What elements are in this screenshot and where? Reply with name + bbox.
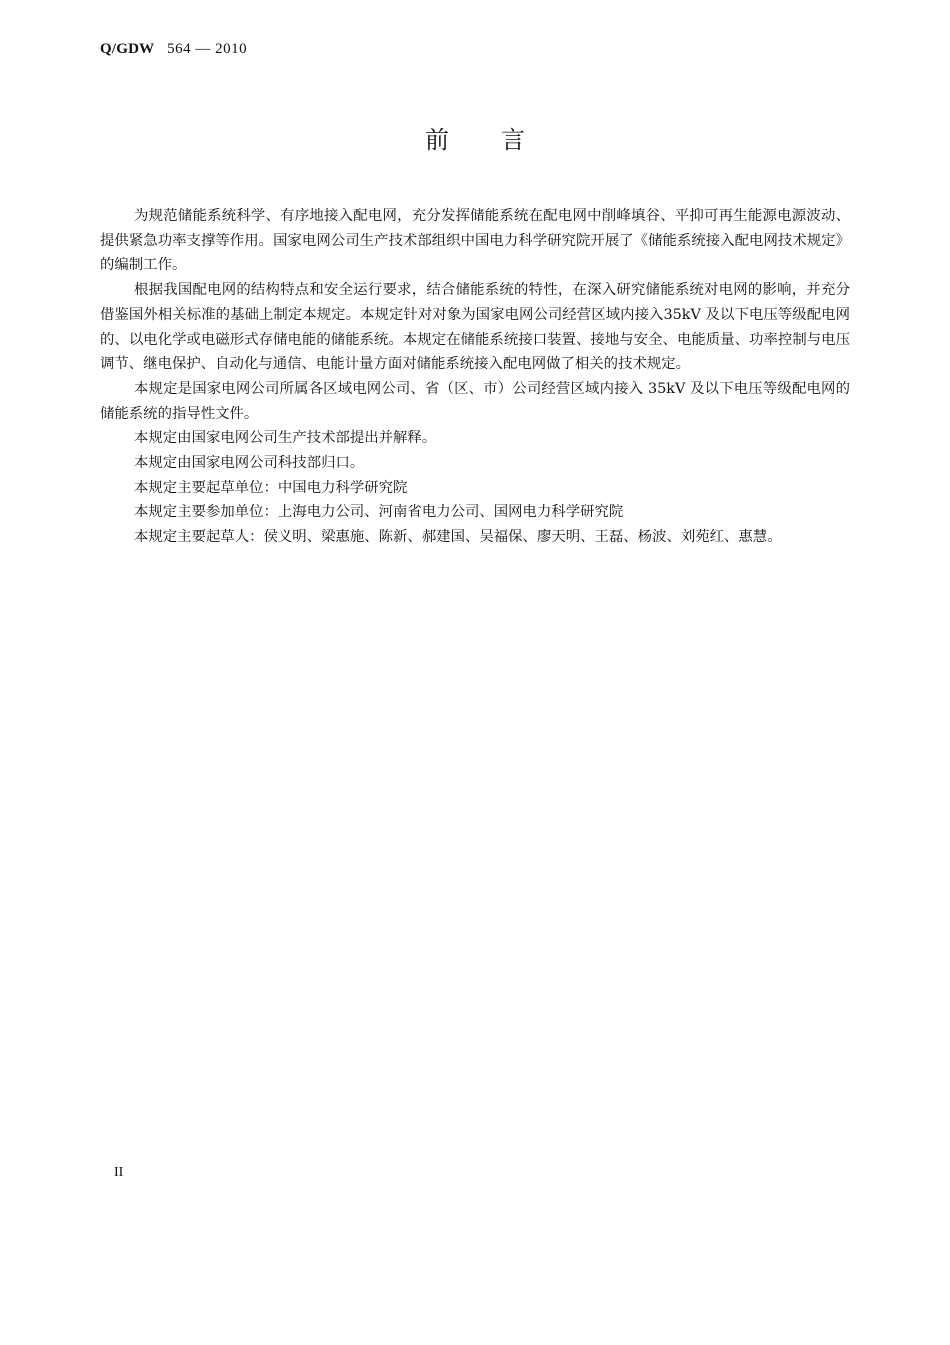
paragraph-drafters: 本规定主要起草人：侯义明、梁惠施、陈新、郝建国、吴福保、廖天明、王磊、杨波、刘苑红、惠慧。: [134, 529, 782, 546]
standard-number: 564 — 2010: [167, 41, 248, 57]
standard-code: Q/GDW: [100, 41, 155, 57]
paragraph-scope: 根据我国配电网的结构特点和安全运行要求，结合储能系统的特性，在深入研究储能系统对电网的影响，并充分借鉴国外相关标准的基础上制定本规定。本规定针对对象为国家电网公司经营区域内接入35kV 及以下电压等级配电网的、以电化学或电磁形式存储电能的储能系统。本规定在储能系统接口装置、接地与安全、电能质量、功率控制与电压调节、继电保护、自动化与通信、电能计量方面对储能系统接入配电网做了相关的技术规定。: [100, 282, 850, 373]
paragraph-purpose: 为规范储能系统科学、有序地接入配电网，充分发挥储能系统在配电网中削峰填谷、平抑可再生能源电源波动、提供紧急功率支撑等作用。国家电网公司生产技术部组织中国电力科学研究院开展了《储能系统接入配电网技术规定》的编制工作。: [100, 208, 850, 274]
paragraph-proposer: 本规定由国家电网公司生产技术部提出并解释。: [134, 430, 437, 447]
paragraph-centralized-management: 本规定由国家电网公司科技部归口。: [134, 455, 365, 472]
page-number: II: [114, 1165, 124, 1180]
paragraph-drafting-unit: 本规定主要起草单位：中国电力科学研究院: [134, 479, 408, 496]
preface-body: [100, 204, 850, 550]
paragraph-applicability: 本规定是国家电网公司所属各区域电网公司、省（区、市）公司经营区域内接入 35kV 及以下电压等级配电网的储能系统的指导性文件。: [100, 380, 850, 422]
paragraph-participating-units: 本规定主要参加单位：上海电力公司、河南省电力公司、国网电力科学研究院: [134, 504, 624, 521]
page-title: 前言: [425, 126, 577, 154]
document-header: [100, 38, 247, 59]
